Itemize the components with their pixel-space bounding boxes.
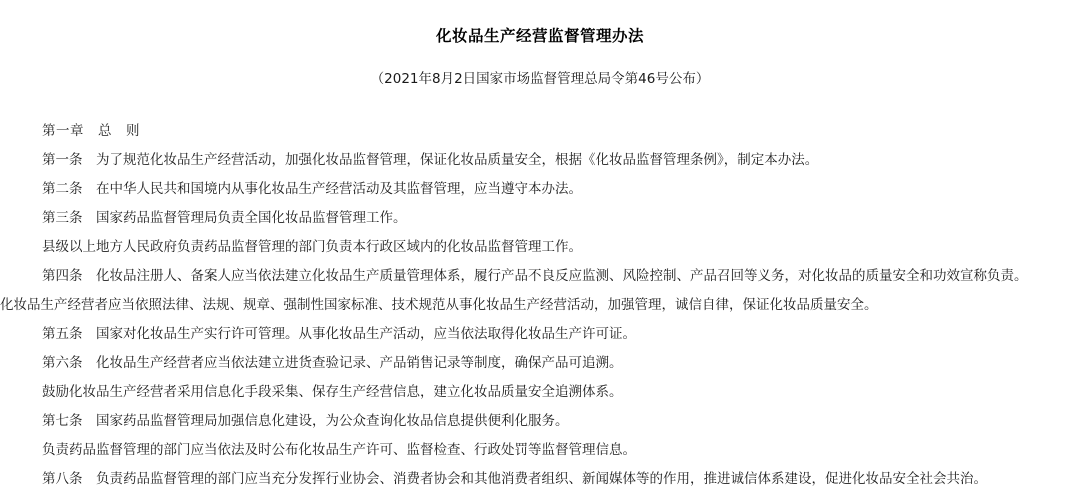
paragraph: 第八条 负责药品监督管理的部门应当充分发挥行业协会、消费者协会和其他消费者组织、新闻媒体等的作用，推进诚信体系建设，促进化妆品安全社会共治。 (42, 470, 987, 487)
paragraph: 鼓励化妆品生产经营者采用信息化手段采集、保存生产经营信息，建立化妆品质量安全追溯体系。 (42, 383, 623, 400)
document-body (0, 87, 1080, 494)
document-subtitle: （2021年8月2日国家市场监督管理总局令第46号公布） (370, 70, 710, 87)
paragraph: 负责药品监督管理的部门应当依法及时公布化妆品生产许可、监督检查、行政处罚等监督管理信息。 (42, 441, 636, 458)
paragraph: 第七条 国家药品监督管理局加强信息化建设，为公众查询化妆品信息提供便利化服务。 (42, 412, 569, 429)
paragraph: 第二条 在中华人民共和国境内从事化妆品生产经营活动及其监督管理，应当遵守本办法。 (42, 180, 582, 197)
paragraph: 第一条 为了规范化妆品生产经营活动，加强化妆品监督管理，保证化妆品质量安全，根据《化妆品监督管理条例》，制定本办法。 (42, 151, 819, 168)
paragraph: 第五条 国家对化妆品生产实行许可管理。从事化妆品生产活动，应当依法取得化妆品生产许可证。 (42, 325, 636, 342)
paragraph: 县级以上地方人民政府负责药品监督管理的部门负责本行政区域内的化妆品监督管理工作。 (42, 238, 582, 255)
paragraph: 第四条 化妆品注册人、备案人应当依法建立化妆品生产质量管理体系，履行产品不良反应监测、风险控制、产品召回等义务，对化妆品的质量安全和功效宣称负责。 (42, 267, 1028, 284)
paragraph: 第一章 总 则 (42, 122, 140, 139)
paragraph: 第三条 国家药品监督管理局负责全国化妆品监督管理工作。 (42, 209, 407, 226)
paragraph: 第六条 化妆品生产经营者应当依法建立进货查验记录、产品销售记录等制度，确保产品可追溯。 (42, 354, 623, 371)
page-title: 化妆品生产经营监督管理办法 (435, 27, 644, 45)
paragraph: 化妆品生产经营者应当依照法律、法规、规章、强制性国家标准、技术规范从事化妆品生产经营活动，加强管理，诚信自律，保证化妆品质量安全。 (0, 296, 878, 313)
